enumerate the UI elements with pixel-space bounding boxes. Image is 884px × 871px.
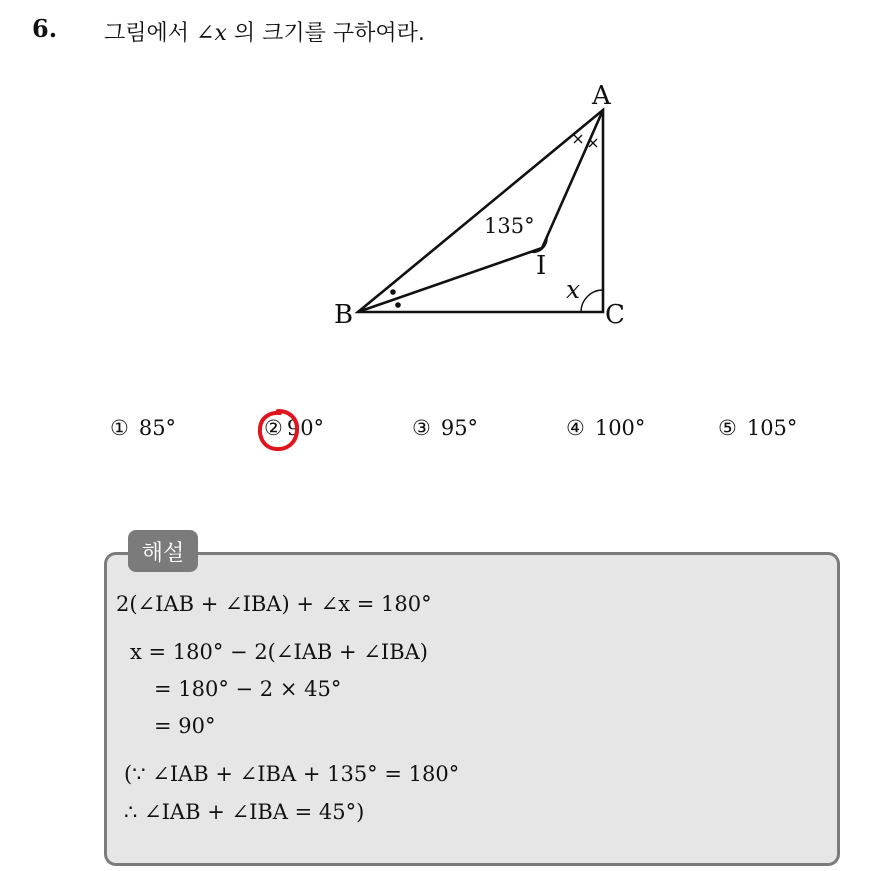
solution-line-6: ∴ ∠IAB + ∠IBA = 45°) — [124, 800, 365, 824]
dot-mark-at-b-1 — [390, 289, 396, 295]
angle-arc-x — [581, 290, 603, 312]
choice-1[interactable] — [110, 416, 176, 440]
choice-4[interactable] — [566, 416, 645, 440]
choice-4-value: 100° — [594, 416, 646, 440]
question-text-before: 그림에서 — [104, 21, 197, 46]
choice-1-value: 85° — [138, 416, 177, 440]
vertex-label-b: B — [334, 300, 354, 330]
solution-line-3: = 180° − 2 × 45° — [154, 677, 342, 701]
choice-5-value: 105° — [746, 416, 798, 440]
segment-ai — [542, 110, 603, 248]
choice-4-number: ④ — [566, 416, 585, 440]
solution-line-1: 2(∠IAB + ∠IBA) + ∠x = 180° — [116, 592, 432, 616]
choice-5-number: ⑤ — [718, 416, 737, 440]
choice-2-value: 90° — [286, 416, 325, 440]
choice-3-number: ③ — [412, 416, 431, 440]
choice-1-number: ① — [110, 416, 129, 440]
vertex-label-c: C — [605, 300, 625, 330]
vertex-label-i: I — [536, 251, 547, 281]
vertex-label-a: A — [592, 81, 611, 111]
solution-line-5: (∵ ∠IAB + ∠IBA + 135° = 180° — [124, 762, 460, 786]
solution-line-2: x = 180° − 2(∠IAB + ∠IBA) — [130, 640, 428, 664]
answer-choices — [110, 416, 830, 450]
dot-mark-at-b-2 — [395, 302, 401, 308]
question-number: 6. — [32, 14, 58, 43]
angle-label-135: 135° — [484, 214, 535, 238]
selected-answer-circle — [254, 406, 302, 454]
choice-3-value: 95° — [440, 416, 479, 440]
choice-2-number: ② — [264, 416, 283, 440]
question-text-after: 의 크기를 구하여라. — [226, 21, 425, 46]
angle-label-x: x — [566, 275, 581, 304]
cross-marks-at-a — [574, 135, 597, 147]
angle-x-symbol: ∠x — [196, 21, 227, 46]
solution-line-4: = 90° — [154, 714, 216, 738]
solution-tag: 해설 — [128, 530, 198, 572]
segment-bi — [358, 248, 542, 312]
triangle-figure — [320, 78, 640, 338]
question-text — [104, 16, 425, 47]
choice-3[interactable] — [412, 416, 478, 440]
choice-5[interactable] — [718, 416, 797, 440]
